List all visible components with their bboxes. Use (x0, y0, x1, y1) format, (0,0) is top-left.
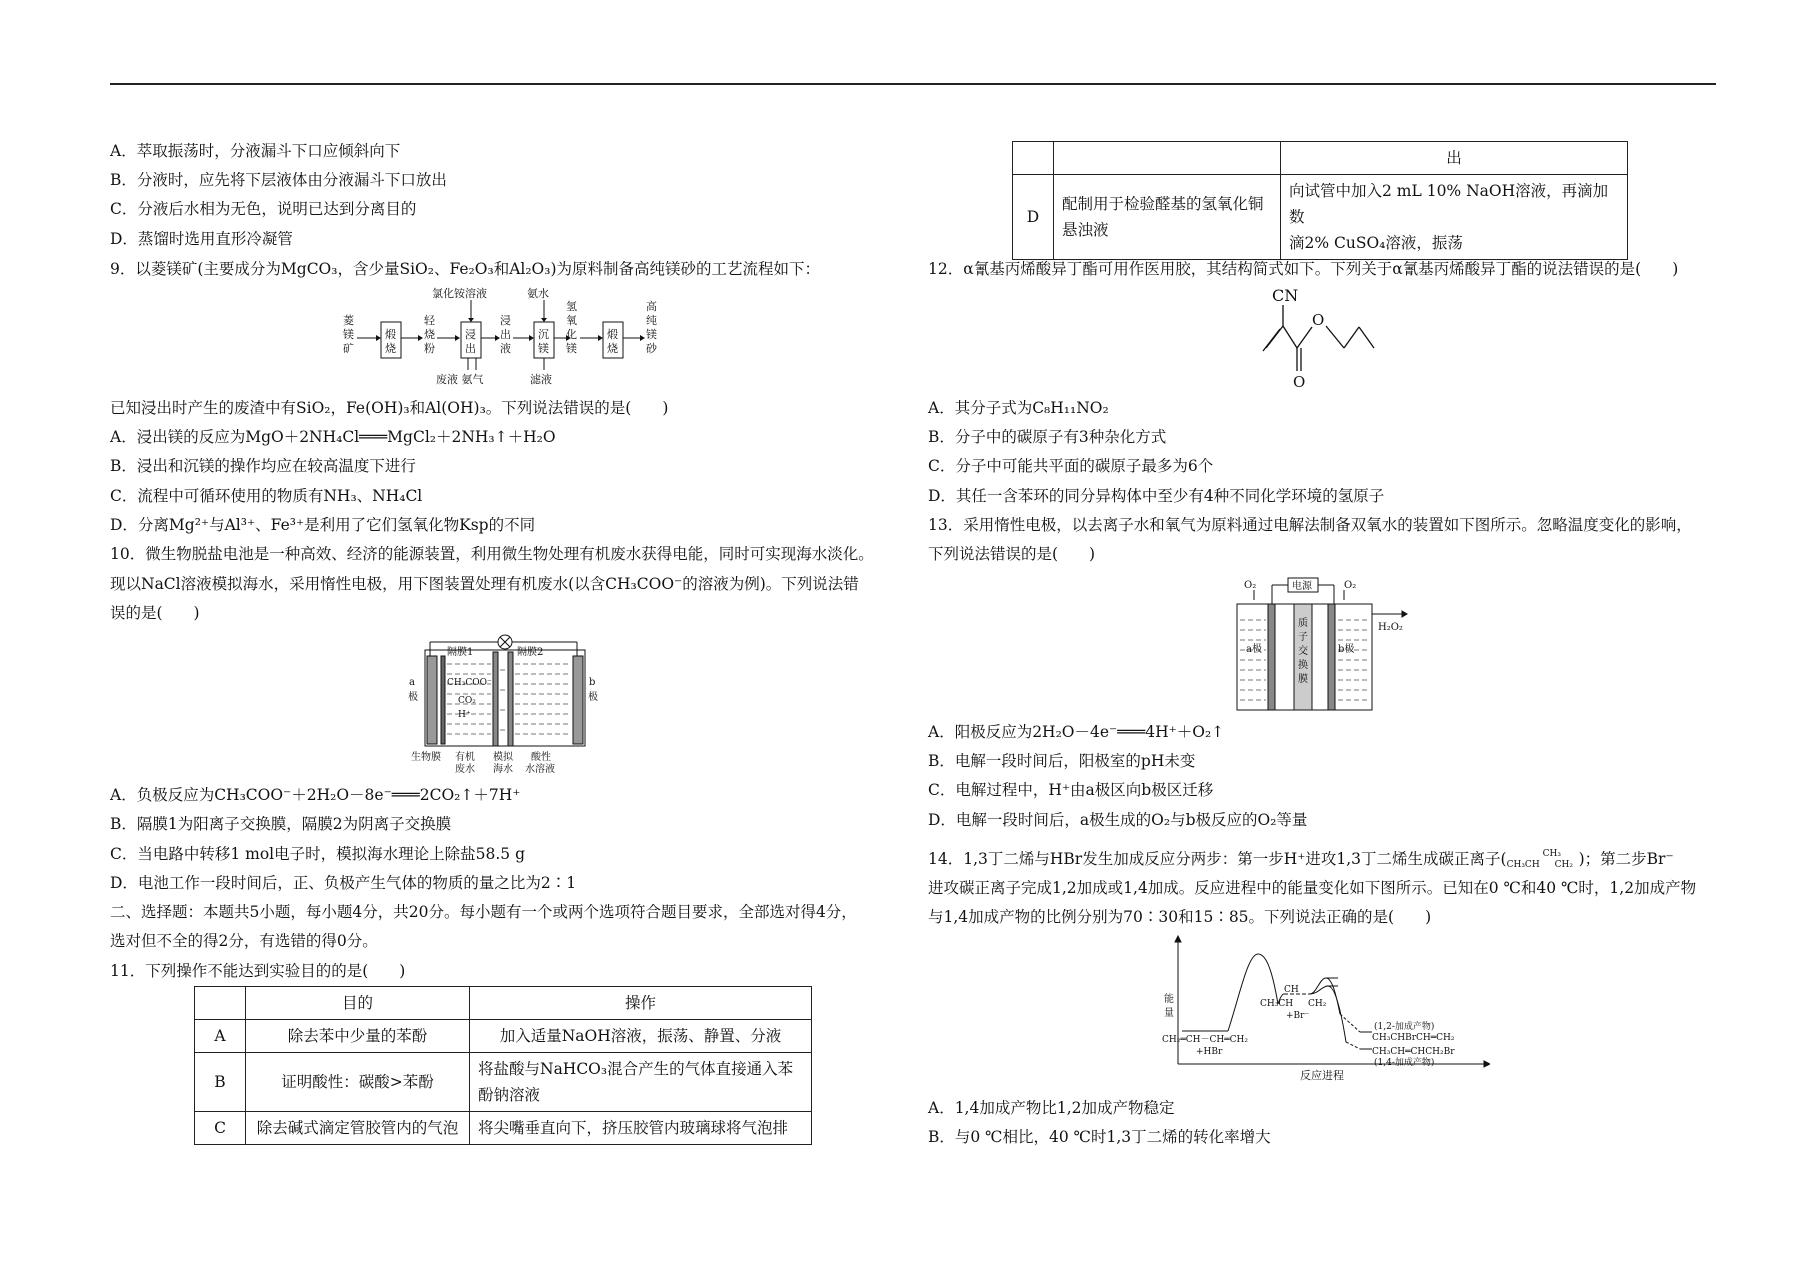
ester-oxygen: O (1312, 311, 1325, 329)
proton-membrane-label: 质 (1298, 618, 1308, 629)
o2-right-label: O₂ (1344, 580, 1357, 591)
carbonyl-oxygen: O (1293, 373, 1306, 391)
q11-row-b-label: B (195, 1053, 246, 1112)
q8-option-a: A．萃取振荡时，分液漏斗下口应倾斜向下 (110, 142, 401, 160)
product-12-formula: CH₃CHBrCH═CH₂ (1372, 1033, 1455, 1043)
svg-text:膜: 膜 (1298, 674, 1308, 685)
electrode-a-label: a (409, 677, 415, 688)
q9-option-a: A．浸出镁的反应为MgO＋2NH₄Cl═══MgCl₂＋2NH₃↑＋H₂O (110, 428, 556, 446)
q11-stem: 11．下列操作不能达到实验目的的是( ) (110, 962, 406, 980)
q11-row-a-operation: 加入适量NaOH溶液，振荡、静置、分液 (470, 1020, 812, 1053)
q13-electrolysis-diagram (1232, 570, 1412, 712)
q10-stem-line3: 误的是( ) (110, 604, 200, 622)
q12-option-d: D．其任一含苯环的同分异构体中至少有4种不同化学环境的氢原子 (928, 487, 1385, 505)
svg-text:出: 出 (500, 328, 511, 341)
ion-h: H⁺ (458, 710, 471, 720)
q11-row-d-operation: 向试管中加入2 mL 10% NaOH溶液，再滴加数 滴2% CuSO₄溶液，振荡 (1281, 175, 1628, 260)
q14-stem-line1: 14．1,3丁二烯与HBr发生加成反应分两步：第一步H⁺进攻1,3丁二烯生成碳正离子( CH₃CH CH₃ CH₂ )；第二步Br⁻ (928, 849, 1674, 870)
electrode-b-label: b极 (1338, 644, 1355, 655)
q9-note: 已知浸出时产生的废渣中有SiO₂，Fe(OH)₃和Al(OH)₃。下列说法错误的是( ) (110, 399, 669, 417)
q12-option-c: C．分子中可能共平面的碳原子最多为6个 (928, 457, 1214, 475)
svg-text:烧: 烧 (607, 342, 618, 355)
svg-text:镁: 镁 (343, 328, 354, 341)
svg-text:极: 极 (408, 692, 418, 703)
q10-stem-line1: 10．微生物脱盐电池是一种高效、经济的能源装置，利用微生物处理有机废水获得电能，同时可实现海水淡化。 (110, 545, 874, 563)
flow-byproduct-2: 滤液 (530, 373, 552, 386)
svg-text:换: 换 (1298, 660, 1308, 671)
svg-text:交: 交 (1298, 646, 1308, 657)
q11-row-a-label: A (195, 1020, 246, 1053)
svg-text:氢: 氢 (566, 300, 577, 313)
flow-byproduct-1: 废液 氨气 (436, 373, 484, 386)
flow-reagent-2: 氨水 (527, 287, 549, 300)
q13-option-d: D．电解一段时间后，a极生成的O₂与b极反应的O₂等量 (928, 811, 1308, 829)
q13-option-c: C．电解过程中，H⁺由a极区向b极区迁移 (928, 781, 1214, 799)
svg-text:化: 化 (566, 328, 577, 341)
membrane-1-label: 隔膜1 (447, 647, 474, 658)
q11-row-d-label: D (1013, 175, 1054, 260)
q14-option-a: A．1,4加成产物比1,2加成产物稳定 (928, 1099, 1175, 1117)
intermediate-br-label: +Br⁻ (1286, 1011, 1310, 1021)
cn-group: CN (1272, 286, 1299, 305)
intermediate-ch3ch-label: CH₃CH (1260, 999, 1294, 1009)
q12-stem: 12．α氰基丙烯酸异丁酯可用作医用胶，其结构简式如下。下列关于α氰基丙烯酸异丁酯的说法错误的是( ) (928, 260, 1679, 278)
q10-stem-line2: 现以NaCl溶液模拟海水，采用惰性电极，用下图装置处理有机废水(以含CH₃COO⁻的溶液为例)。下列说法错 (110, 575, 859, 593)
svg-text:废水: 废水 (455, 764, 475, 775)
q12-option-b: B．分子中的碳原子有3种杂化方式 (928, 428, 1167, 446)
q13-stem-line1: 13．采用惰性电极，以去离子水和氧气为原料通过电解法制备双氧水的装置如下图所示。忽略温度变化的影响， (928, 516, 1692, 534)
reactant-hbr-label: +HBr (1196, 1047, 1223, 1057)
q9-option-c: C．流程中可循环使用的物质有NH₃、NH₄Cl (110, 487, 423, 505)
q10-battery-diagram (405, 630, 605, 775)
product-14-tag: (1,4-加成产物) (1374, 1058, 1435, 1068)
svg-text:量: 量 (1164, 1008, 1174, 1019)
q14-option-b: B．与0 ℃相比，40 ℃时1,3丁二烯的转化率增大 (928, 1128, 1271, 1146)
svg-text:矿: 矿 (343, 342, 354, 355)
q11-row-b-operation: 将盐酸与NaHCO₃混合产生的气体直接通入苯 酚钠溶液 (470, 1053, 812, 1112)
power-supply-label: 电源 (1292, 581, 1312, 592)
q14-energy-diagram (1160, 934, 1490, 1084)
svg-text:氧: 氧 (566, 314, 577, 327)
svg-text:海水: 海水 (493, 764, 513, 775)
svg-text:子: 子 (1298, 632, 1308, 643)
electrode-a-label: a极 (1246, 644, 1262, 655)
flow-box-3: 沉 (538, 328, 549, 341)
svg-text:镁: 镁 (538, 342, 549, 355)
header-rule (110, 83, 1716, 85)
svg-text:砂: 砂 (646, 342, 657, 355)
q8-option-b: B．分液时，应先将下层液体由分液漏斗下口放出 (110, 171, 447, 189)
q9-option-b: B．浸出和沉镁的操作均应在较高温度下进行 (110, 457, 416, 475)
svg-text:液: 液 (500, 342, 511, 355)
svg-text:浸: 浸 (500, 314, 511, 327)
q13-option-b: B．电解一段时间后，阳极室的pH未变 (928, 752, 1196, 770)
q11-header-purpose: 目的 (246, 987, 470, 1020)
flow-box-2: 浸 (465, 328, 476, 341)
q12-structure-formula (1250, 285, 1390, 393)
svg-text:粉: 粉 (424, 342, 435, 355)
product-14-formula: CH₃CH═CHCH₂Br (1372, 1047, 1455, 1057)
section-2-heading-line1: 二、选择题：本题共5小题，每小题4分，共20分。每小题有一个或两个选项符合题目要求，全部选对得4分， (110, 903, 857, 921)
q13-option-a: A．阳极反应为2H₂O－4e⁻═══4H⁺＋O₂↑ (928, 723, 1225, 741)
svg-text:镁: 镁 (646, 328, 657, 341)
svg-text:极: 极 (588, 692, 598, 703)
svg-text:出: 出 (465, 342, 476, 355)
intermediate-ch-label: CH (1284, 985, 1299, 995)
q8-option-d: D．蒸馏时选用直形冷凝管 (110, 230, 293, 248)
flow-box-1: 煅 (385, 328, 396, 341)
reactant-label: CH₂═CH－CH═CH₂ (1162, 1035, 1248, 1045)
label-acid-solution: 酸性 (531, 752, 551, 763)
h2o2-outlet-label: H₂O₂ (1378, 622, 1403, 633)
q12-option-a: A．其分子式为C₈H₁₁NO₂ (928, 399, 1109, 417)
q11-table (194, 986, 812, 1145)
svg-text:轻: 轻 (424, 314, 435, 327)
o2-left-label: O₂ (1244, 580, 1257, 591)
q11-table-continued (1012, 141, 1628, 260)
flow-reagent-1: 氯化铵溶液 (432, 287, 487, 300)
label-wastewater: 有机 (455, 752, 475, 763)
q9-stem: 9．以菱镁矿(主要成分为MgCO₃，含少量SiO₂、Fe₂O₃和Al₂O₃)为原料制备高纯镁砂的工艺流程如下： (110, 260, 821, 278)
label-seawater: 模拟 (493, 752, 513, 763)
svg-text:烧: 烧 (385, 342, 396, 355)
flow-end: 高 (646, 300, 657, 313)
electrode-b-label: b (589, 677, 596, 688)
q13-stem-line2: 下列说法错误的是( ) (928, 545, 1096, 563)
svg-text:水溶液: 水溶液 (525, 764, 555, 775)
flow-box-4: 煅 (607, 328, 618, 341)
membrane-2-label: 隔膜2 (517, 647, 544, 658)
y-axis-label-1: 能 (1164, 994, 1174, 1005)
q10-option-d: D．电池工作一段时间后，正、负极产生气体的物质的量之比为2∶1 (110, 874, 577, 892)
intermediate-ch2-label: CH₂ (1308, 999, 1327, 1009)
ion-co2: CO₂ (458, 696, 476, 706)
section-2-heading-line2: 选对但不全的得2分，有选错的得0分。 (110, 932, 378, 950)
q9-process-flowchart (340, 286, 670, 386)
ion-acetate: CH₃COO⁻ (447, 678, 492, 688)
q11-row-c-label: C (195, 1112, 246, 1145)
q11-header-blank (195, 987, 246, 1020)
q10-option-b: B．隔膜1为阳离子交换膜，隔膜2为阴离子交换膜 (110, 815, 452, 833)
label-biofilm: 生物膜 (411, 752, 441, 763)
q11-row-d-purpose: 配制用于检验醛基的氢氧化铜 悬浊液 (1054, 175, 1281, 260)
q14-stem-line3: 与1,4加成产物的比例分别为70∶30和15∶85。下列说法正确的是( ) (928, 908, 1432, 926)
x-axis-label: 反应进程 (1300, 1069, 1344, 1082)
q11-row-c-operation: 将尖嘴垂直向下，挤压胶管内玻璃球将气泡排 (470, 1112, 812, 1145)
q11-header-operation: 操作 (470, 987, 812, 1020)
q9-option-d: D．分离Mg²⁺与Al³⁺、Fe³⁺是利用了它们氢氧化物Ksp的不同 (110, 516, 536, 534)
q11-row-b-purpose: 证明酸性：碳酸>苯酚 (246, 1053, 470, 1112)
svg-text:镁: 镁 (566, 342, 577, 355)
q11-row-c-operation-cont: 出 (1281, 142, 1628, 175)
q10-option-a: A．负极反应为CH₃COO⁻＋2H₂O－8e⁻═══2CO₂↑＋7H⁺ (110, 786, 521, 804)
carbocation-formula: CH₃CH CH₃ CH₂ (1506, 849, 1573, 870)
svg-text:烧: 烧 (424, 328, 435, 341)
q11-row-a-purpose: 除去苯中少量的苯酚 (246, 1020, 470, 1053)
q14-stem-line2: 进攻碳正离子完成1,2加成或1,4加成。反应进程中的能量变化如下图所示。已知在0 ℃和40 ℃时，1,2加成产物 (928, 879, 1697, 897)
q8-option-c: C．分液后水相为无色，说明已达到分离目的 (110, 200, 417, 218)
flow-start-1: 菱 (343, 314, 354, 327)
svg-text:纯: 纯 (646, 314, 657, 327)
q11-row-c-purpose: 除去碱式滴定管胶管内的气泡 (246, 1112, 470, 1145)
q10-option-c: C．当电路中转移1 mol电子时，模拟海水理论上除盐58.5 g (110, 845, 525, 863)
product-12-tag: (1,2-加成产物) (1374, 1022, 1435, 1032)
